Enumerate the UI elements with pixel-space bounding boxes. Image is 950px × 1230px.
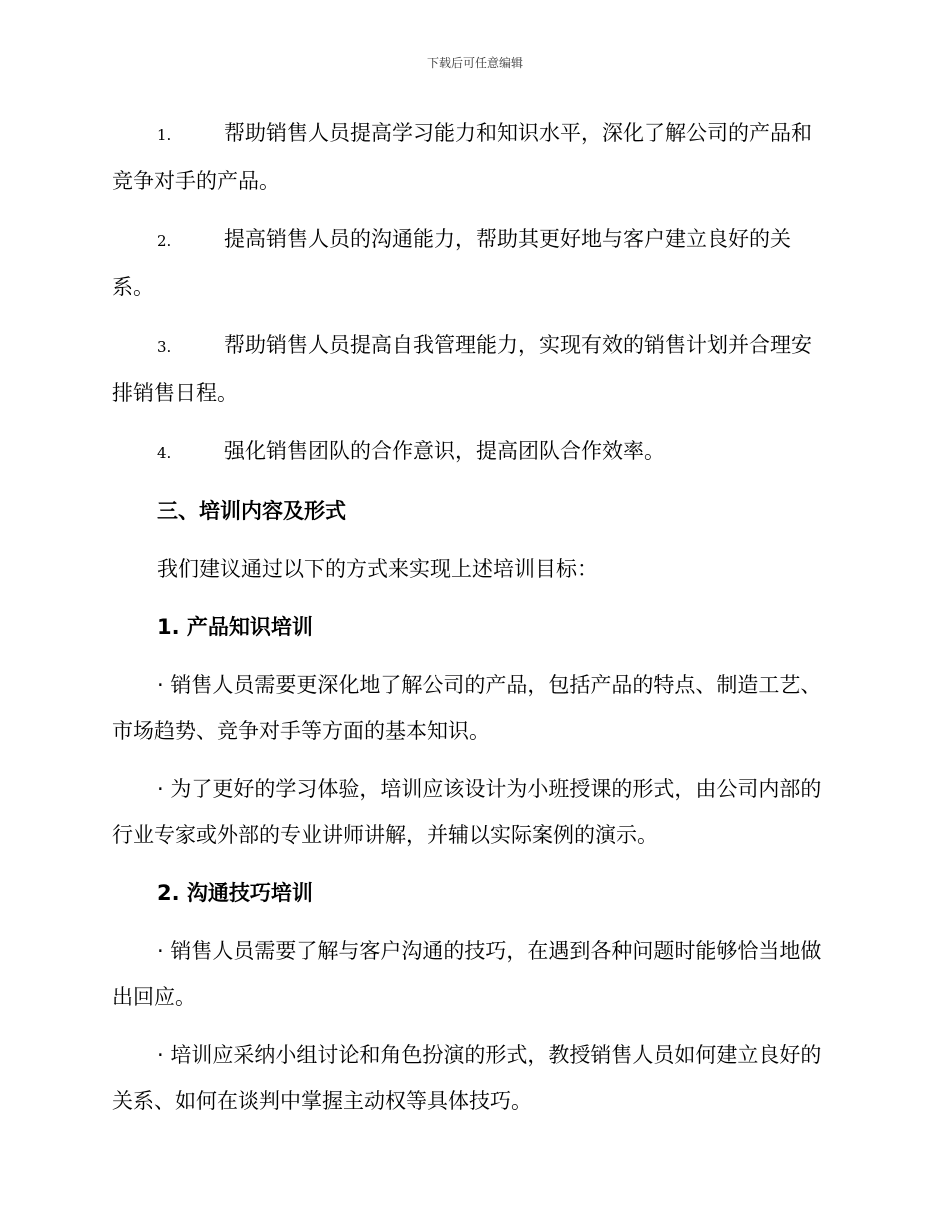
goal-item [112,216,832,310]
subsection-heading-product-knowledge: 1. 产品知识培训 [157,615,313,639]
section-heading: 三、培训内容及形式 [157,499,346,523]
bullet-paragraph: · 为了更好的学习体验，培训应该设计为小班授课的形式，由公司内部的行业专家或外部的专业讲师讲解，并辅以实际案例的演示。 [112,777,822,847]
goal-item [112,428,832,476]
goal-item [112,110,832,204]
bullet-paragraph: · 培训应采纳小组讨论和角色扮演的形式，教授销售人员如何建立良好的关系、如何在谈判中掌握主动权等具体技巧。 [112,1043,822,1113]
goal-text: 提高销售人员的沟通能力，帮助其更好地与客户建立良好的关系。 [112,227,791,299]
goal-text: 帮助销售人员提高自我管理能力，实现有效的销售计划并合理安排销售日程。 [112,333,812,405]
goal-text: 强化销售团队的合作意识，提高团队合作效率。 [224,439,665,463]
goal-number: 3. [157,338,172,356]
goal-text: 帮助销售人员提高学习能力和知识水平，深化了解公司的产品和竞争对手的产品。 [112,121,812,193]
goal-item [112,322,832,416]
bullet-paragraph: · 销售人员需要更深化地了解公司的产品，包括产品的特点、制造工艺、市场趋势、竞争对手等方面的基本知识。 [112,673,822,743]
bullet-paragraph: · 销售人员需要了解与客户沟通的技巧，在遇到各种问题时能够恰当地做出回应。 [112,939,822,1009]
document-body [112,110,832,1136]
subsection-heading-communication-skills: 2. 沟通技巧培训 [157,881,313,905]
goal-number: 1. [157,126,172,144]
page-header: 下载后可任意编辑 [426,56,523,70]
section-intro: 我们建议通过以下的方式来实现上述培训目标： [157,557,598,581]
goal-number: 2. [157,232,172,250]
goal-number: 4. [157,444,172,462]
